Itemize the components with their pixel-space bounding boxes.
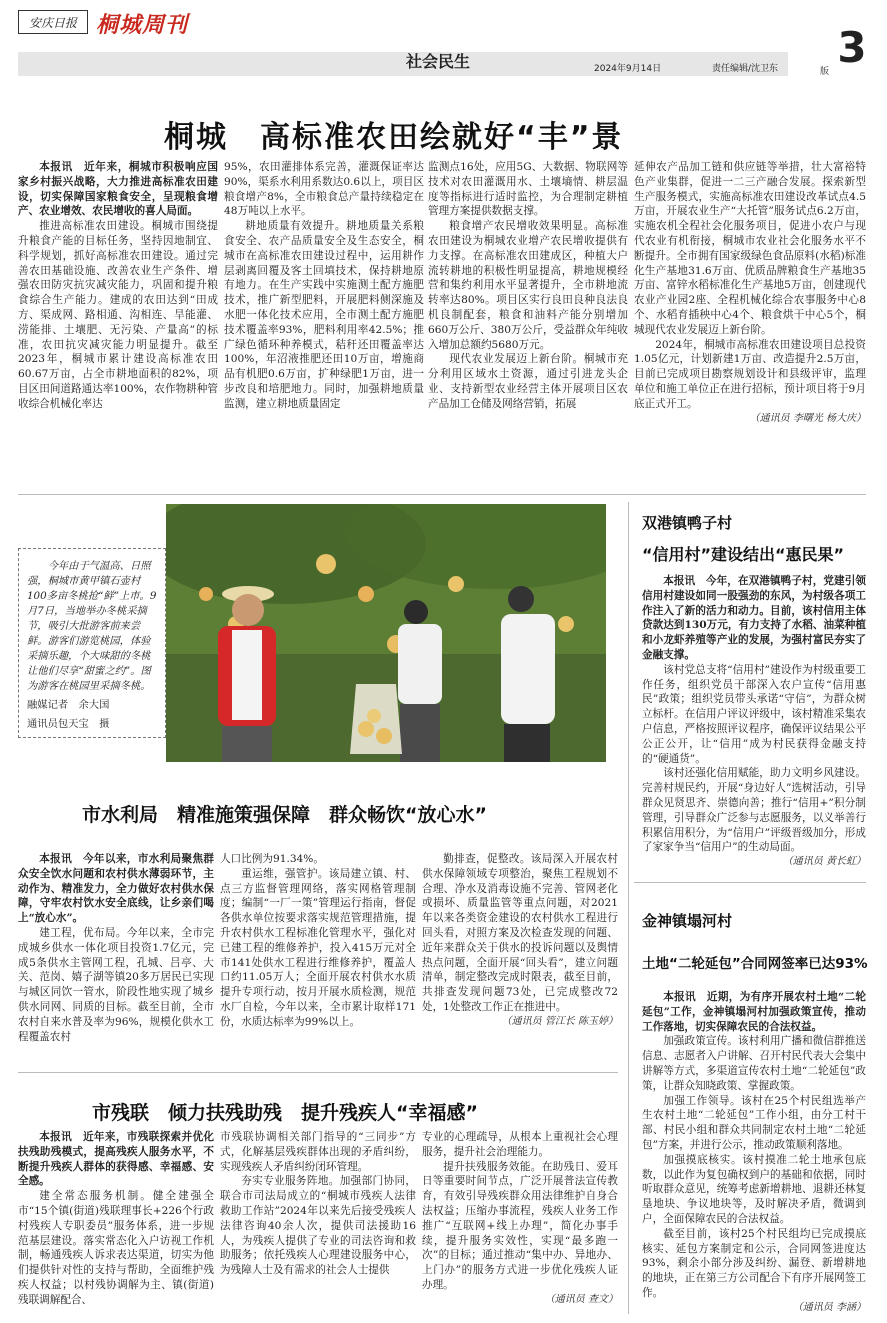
paragraph: 该村党总支将“信用村”建设作为村级重要工作任务，组织党员干部深入农户宣传“信用惠民”政策；组织党员带头承诺“守信”，为群众树立标杆。在信用户评议评级中，该村精准采集农户信息，严格按照评议程序，确保评议结果公平公正公开，让“信用”成为村民获得金融支持的“硬通货”。 bbox=[642, 663, 866, 765]
byline: （通讯员 黄长虹） bbox=[782, 856, 866, 868]
paragraph: 粮食增产农民增收效果明显。高标准农田建设为桐城农业增产农民增收提供有力支撑。在高标准农田建成区，种植大户流转耕地的积极性明显提高，耕地规模经营和集约利用水平显著提升，全市耕地流转率达80%。项目区实行良田良种良法良机良制配套，粮食和油料产能分别增加660万公斤、380万公斤，受益群众年纯收入增加总额约5680万元。 bbox=[428, 220, 628, 351]
photo-peach-picking bbox=[166, 504, 606, 762]
page-label: 版 bbox=[820, 67, 830, 77]
article3-col2 bbox=[220, 1130, 416, 1278]
article1-col1 bbox=[18, 160, 218, 412]
paragraph: 耕地质量有效提升。耕地质量关系粮食安全、农产品质量安全及生态安全，桐城市在高标准农田建设过程中，运用耕作层剥离回覆及客土回填技术，保持耕地原有地力。在生产实践中实施测土配方施肥技术，推广新型肥料，开展肥料侧深施及水肥一体化技术应用，全市测土配方施肥技术覆盖率93%，肥料利用率42.5%；推广绿色循环种养模式，秸秆还田覆盖率达100%，年沼液推肥还田10万亩，增施商品有机肥0.6万亩，扩种绿肥1万亩，进一步改良和培肥地力。同时，加强耕地质量监测，建立耕地质量固定 bbox=[224, 220, 424, 410]
edition-logo: 桐城周刊 bbox=[96, 13, 189, 38]
byline: （通讯员 李涵） bbox=[792, 1301, 866, 1313]
paragraph: 夯实专业服务阵地。加强部门协同，联合市司法局成立的“桐城市残疾人法律救助工作站”2024年以来先后接受残疾人法律咨询40余人次，提供司法援助16人，为残疾人提供了专业的司法咨询和救助服务；依托残疾人心理建设服务中心，为残障人士及有需求的社会人士提供 bbox=[220, 1175, 416, 1277]
paragraph: 截至目前，该村25个村民组均已完成摸底核实、延包方案制定和公示，合同网签进度达93%，剩余小部分涉及纠纷、漏登、新增耕地的地块，正在第三方公司配合下有序开展网签工作。 bbox=[642, 1227, 866, 1299]
paragraph: 加强工作领导。该村在25个村民组选举产生农村土地“二轮延包”工作小组，由分工村干部、村民小组和群众共同制定农村土地“二轮延包”方案，并进行公示，推动政策顺利落地。 bbox=[642, 1094, 866, 1151]
article2-col3 bbox=[422, 852, 618, 1030]
headline-land-contract-1: 金神镇塌河村 bbox=[642, 912, 733, 930]
headline-water: 市水利局 精准施策强保障 群众畅饮“放心水” bbox=[82, 804, 487, 826]
masthead bbox=[18, 8, 868, 77]
photo-credit-1: 融媒记者 余大国 bbox=[27, 699, 110, 711]
byline: （通讯员 管江长 陈玉婷） bbox=[501, 1015, 618, 1027]
byline: （通讯员 查文） bbox=[544, 1293, 618, 1305]
paragraph: 本报讯 近年来，桐城市积极响应国家乡村振兴战略，大力推进高标准农田建设，切实保障国家粮食安全，呈现粮食增产、农业增效、农民增收的喜人局面。 bbox=[18, 161, 218, 218]
paragraph: 建工程，优布局。今年以来，全市完成城乡供水一体化项目投资1.7亿元，完成5条供水主管网工程，孔城、吕亭、大关、范岗、嬉子湖等镇20多万居民已实现与城区同饮一管水，阶段性地实现了城乡供水同网、同质的目标。截至目前，全市农村自来水普及率为96%，规模化供水工程覆盖农村 bbox=[18, 926, 214, 1043]
paragraph: 建全常态服务机制。健全建强全市“15个镇(街道)残联理事长+226个行政村残疾人专职委员”服务体系，进一步规范基层建设。落实常态化入户访视工作机制，畅通残疾人诉求表达渠道，切实为他们提供针对性的支持与帮助，全面维护残疾人权益；以村残协调解为主、镇(街道)残联调解配合、 bbox=[18, 1190, 214, 1306]
newspaper-logo: 安庆日报 bbox=[18, 10, 88, 34]
article5-body bbox=[642, 990, 866, 1316]
column-divider bbox=[628, 502, 629, 1314]
headline-credit-village-1: 双港镇鸭子村 bbox=[642, 514, 733, 532]
paragraph: 本报讯 近年来，市残联探索并优化扶残助残模式，提高残疾人服务水平，不断提升残疾人群体的获得感、幸福感、安全感。 bbox=[18, 1131, 214, 1188]
headline-disability: 市残联 倾力扶残助残 提升残疾人“幸福感” bbox=[92, 1102, 478, 1124]
article1-col3 bbox=[428, 160, 628, 412]
photo-illustration bbox=[166, 504, 606, 762]
paragraph: 提升扶残服务效能。在助残日、爱耳日等重要时间节点，广泛开展普法宣传教育，有效引导残疾群众用法律维护自身合法权益；压缩办事流程，残疾人业务工作推广“互联网+线上办理”，简化办事手续，提升服务实效性，实现“最多跑一次”的目标；通过推动“集中办、异地办、上门办”的服务方式进一步优化残疾人证办理。 bbox=[422, 1160, 618, 1291]
section-title: 社会民生 bbox=[406, 52, 471, 71]
article3-col3 bbox=[422, 1130, 618, 1308]
photo-caption bbox=[18, 548, 166, 738]
article1-col2 bbox=[224, 160, 424, 412]
paragraph: 本报讯 近期，为有序开展农村土地“二轮延包”工作，金神镇塌河村加强政策宣传，推动工作落地，切实保障农民的合法权益。 bbox=[642, 991, 866, 1033]
article2-col2 bbox=[220, 852, 416, 1030]
paragraph: 专业的心理疏导，从根本上重视社会心理服务，提升社会治理能力。 bbox=[422, 1131, 618, 1158]
article4-body bbox=[642, 574, 866, 870]
paragraph: 2024年，桐城市高标准农田建设项目总投资1.05亿元，计划新建1万亩、改造提升2.5万亩，目前已完成项目勘察规划设计和县级评审，监理单位和施工单位正在进行招标，预计项目将于9月底正式开工。 bbox=[634, 338, 866, 410]
paragraph: 本报讯 今年以来，市水利局聚焦群众安全饮水问题和农村供水薄弱环节，主动作为、精准发力，全力做好农村供水保障，守牢农村饮水安全底线，让乡亲们喝上“放心水”。 bbox=[18, 853, 214, 925]
headline-land-contract-2: 土地“二轮延包”合同网签率已达93% bbox=[642, 956, 868, 972]
page-number: 3 bbox=[837, 23, 867, 72]
paragraph: 重运维，强管护。该局建立镇、村、点三方监督管理网络，落实网格管理制度；编制“一厂一策”管理运行指南，督促各供水单位按要求落实规范管理措施，提升农村供水工程标准化管理水平，强化对已建工程的维修养护，投入415万元对全市141处供水工程进行维修养护，覆盖人口约11.05万人；全面开展农村供水水质提升专项行动，按月开展水质检测，规范水厂自检，今年以来，全市累计取样171份，水质达标率为99%以上。 bbox=[220, 867, 416, 1028]
paragraph: 该村还强化信用赋能，助力文明乡风建设。完善村规民约，开展“身边好人”选树活动，引导群众见贤思齐、崇德向善；推行“信用+”积分制管理，引导群众广泛参与志愿服务，以义举善行积累信用积分，为“信用户”评级晋级加分，形成了家家争当“信用户”的生动局面。 bbox=[642, 767, 866, 854]
paragraph: 加强摸底核实。该村摸准二轮土地承包底数，以此作为复包确权到户的基础和依据，同时听取群众意见，统筹考虑新增耕地、退耕还林复垦地块、争议地块等，及时解决矛盾，微调到户，全面保障农民的合法权益。 bbox=[642, 1153, 866, 1225]
article1-col4 bbox=[634, 160, 866, 426]
paragraph: 监测点16处，应用5G、大数据、物联网等技术对农田灌溉用水、土壤墒情、耕层温度等指标进行适时监控，为合理制定耕植管理方案提供数据支撑。 bbox=[428, 161, 628, 218]
paragraph: 加强政策宣传。该村利用广播和微信群推送信息、志愿者入户讲解、召开村民代表大会集中讲解等方式，多渠道宣传农村土地“二轮延包”政策，让群众知晓政策、掌握政策。 bbox=[642, 1035, 866, 1092]
divider bbox=[634, 882, 866, 883]
headline-credit-village-2: “信用村”建设结出“惠民果” bbox=[642, 545, 845, 564]
paragraph: 人口比例为91.34%。 bbox=[220, 853, 324, 865]
article3-col1 bbox=[18, 1130, 214, 1308]
paragraph: 本报讯 今年，在双港镇鸭子村，党建引领信用村建设如同一股强劲的东风，为村级各项工作注入了新的活力和动力。目前，该村信用主体贷款达到130万元，有力支持了水稻、油菜种植和小龙虾养殖等产业的发展，为强村富民夯实了金融支撑。 bbox=[642, 575, 866, 661]
paragraph: 推进高标准农田建设。桐城市围绕提升粮食产能的目标任务，坚持因地制宜、科学规划，抓好高标准农田建设。通过完善农田基础设施、改善农业生产条件、增强农田防灾抗灾减灾能力，巩固和提升粮食综合生产能力。建成的农田达到“田成方、渠成网、路相通、沟相连、旱能灌、涝能排、土壤肥、无污染、产量高”的标准，农田抗灾减灾能力明显提升。截至2023年，桐城市累计建设高标准农田60.67万亩，占全市耕地面积的82%，项目区田间道路通达率100%，农作物耕种管收综合机械化率达 bbox=[18, 220, 218, 410]
editor-credit: 责任编辑/沈卫东 bbox=[712, 64, 779, 74]
paragraph: 延伸农产品加工链和供应链等举措，壮大富裕特色产业集群，促进一二三产融合发展。探索新型生产服务模式，实施高标准农田建设改革试点4.5万亩，开展农业生产“大托管”服务试点6.2万亩，实施农机全程社会化服务项目，促进小农户与现代农业有机衔接，桐城市农业社会化服务水平不断提升。全市拥有国家级绿色食品原料(水稻)标准化生产基地31.6万亩、优质品牌粮食生产基地35万亩、富锌水稻标准化生产基地5万亩，创建现代农业产业园2座、全程机械化综合农事服务中心8个、水稻育插秧中心4个、粮食烘干中心5个，桐城现代农业发展迈上新台阶。 bbox=[634, 161, 866, 336]
photo-credit-2: 通讯员包天宝 摄 bbox=[27, 718, 110, 730]
paragraph: 勤排查，促整改。该局深入开展农村供水保障领域专项整治，聚焦工程规划不合理、净水及消毒设施不完善、管网老化或损坏、质量监管等重点问题，对2021年以来各类资金建设的农村供水工程进行回头看，对照方案及次检查发现的问题、近年来群众关于供水的投诉问题以及舆情热点问题，全面开展“回头看”，建立问题清单，制定整改完成时限表，截至目前，共排查发现问题73处，已完成整改72处，1处整改工作正在推进中。 bbox=[422, 853, 618, 1013]
caption-text: 今年由于气温高、日照强，桐城市黄甲镇石壶村100多亩冬桃抢“鲜”上市。9月7日，当地举办冬桃采摘节，吸引大批游客前来尝鲜。游客们游览桃园，体验采摘乐趣，个大味甜的冬桃让他们尽享“甜蜜之约”。图为游客在桃园里采摘冬桃。 bbox=[27, 560, 157, 692]
paragraph: 现代农业发展迈上新台阶。桐城市充分利用区域水土资源，通过引进龙头企业、支持新型农业经营主体开展项目区农产品加工仓储及网络营销，拓展 bbox=[428, 353, 628, 410]
headline-farmland: 桐城 高标准农田绘就好“丰”景 bbox=[164, 120, 624, 155]
paragraph: 市残联协调相关部门指导的“三同步”方式，化解基层残疾群体出现的矛盾纠纷，实现残疾人矛盾纠纷闭环管理。 bbox=[220, 1131, 416, 1173]
article2-col1 bbox=[18, 852, 214, 1044]
issue-date: 2024年9月14日 bbox=[594, 64, 662, 74]
paragraph: 95%，农田灌排体系完善，灌溉保证率达90%，渠系水利用系数达0.6以上，项目区粮食增产8%，全市粮食总产量持续稳定在48万吨以上水平。 bbox=[224, 161, 424, 218]
section-bar bbox=[18, 52, 788, 76]
divider bbox=[18, 494, 866, 495]
divider bbox=[18, 1072, 618, 1073]
byline: （通讯员 李曙光 杨大庆） bbox=[749, 412, 866, 424]
